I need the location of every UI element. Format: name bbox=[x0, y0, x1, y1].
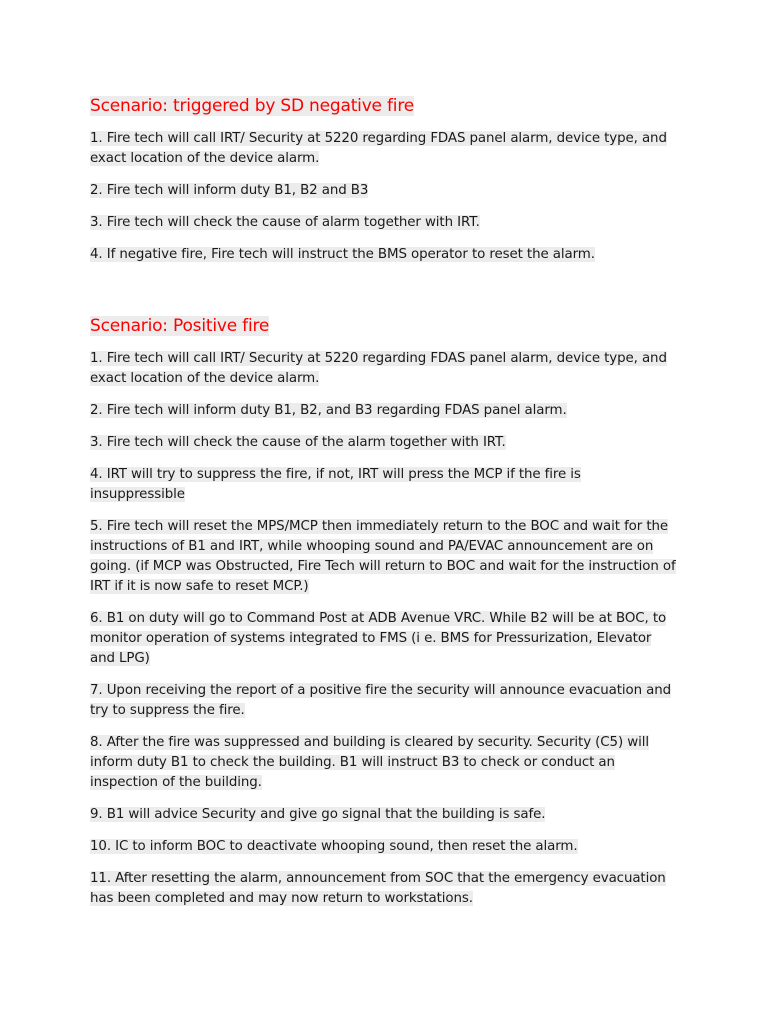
list-item: 4. IRT will try to suppress the fire, if not, IRT will press the MCP if the fire is insuppressible bbox=[90, 467, 581, 502]
list-item: 7. Upon receiving the report of a positive fire the security will announce evacuation and try to suppress the fire. bbox=[90, 683, 672, 718]
list-item: 9. B1 will advice Security and give go signal that the building is safe. bbox=[90, 807, 546, 822]
section-positive-fire bbox=[90, 315, 678, 909]
list-item: 3. Fire tech will check the cause of the alarm together with IRT. bbox=[90, 435, 506, 450]
list-item: 1. Fire tech will call IRT/ Security at 5220 regarding FDAS panel alarm, device type, and exact location of the device alarm. bbox=[90, 351, 667, 386]
list-item: 1. Fire tech will call IRT/ Security at 5220 regarding FDAS panel alarm, device type, and exact location of the device alarm. bbox=[90, 131, 667, 166]
list-item: 5. Fire tech will reset the MPS/MCP then immediately return to the BOC and wait for the instructions of B1 and IRT, while whooping sound and PA/EVAC announcement are on going. (if MCP was Obstructed, Fire Tech will return to BOC and wait for the instruction of IRT if it is now safe to reset MCP.) bbox=[90, 519, 676, 594]
list-item: 3. Fire tech will check the cause of alarm together with IRT. bbox=[90, 215, 480, 230]
list-item: 8. After the fire was suppressed and building is cleared by security. Security (C5) will inform duty B1 to check the building. B1 will instruct B3 to check or conduct an inspection of the building. bbox=[90, 735, 649, 790]
section-heading: Scenario: triggered by SD negative fire bbox=[90, 96, 414, 116]
section-negative-fire bbox=[90, 95, 678, 265]
list-item: 10. IC to inform BOC to deactivate whooping sound, then reset the alarm. bbox=[90, 839, 578, 854]
list-item: 11. After resetting the alarm, announcement from SOC that the emergency evacuation has been completed and may now return to workstations. bbox=[90, 871, 666, 906]
list-item: 2. Fire tech will inform duty B1, B2, and B3 regarding FDAS panel alarm. bbox=[90, 403, 567, 418]
list-item: 2. Fire tech will inform duty B1, B2 and B3 bbox=[90, 183, 369, 198]
list-item: 4. If negative fire, Fire tech will instruct the BMS operator to reset the alarm. bbox=[90, 247, 595, 262]
list-item: 6. B1 on duty will go to Command Post at ADB Avenue VRC. While B2 will be at BOC, to monitor operation of systems integrated to FMS (i e. BMS for Pressurization, Elevator and LPG) bbox=[90, 611, 667, 666]
document-page bbox=[90, 95, 678, 921]
section-heading: Scenario: Positive fire bbox=[90, 316, 270, 336]
